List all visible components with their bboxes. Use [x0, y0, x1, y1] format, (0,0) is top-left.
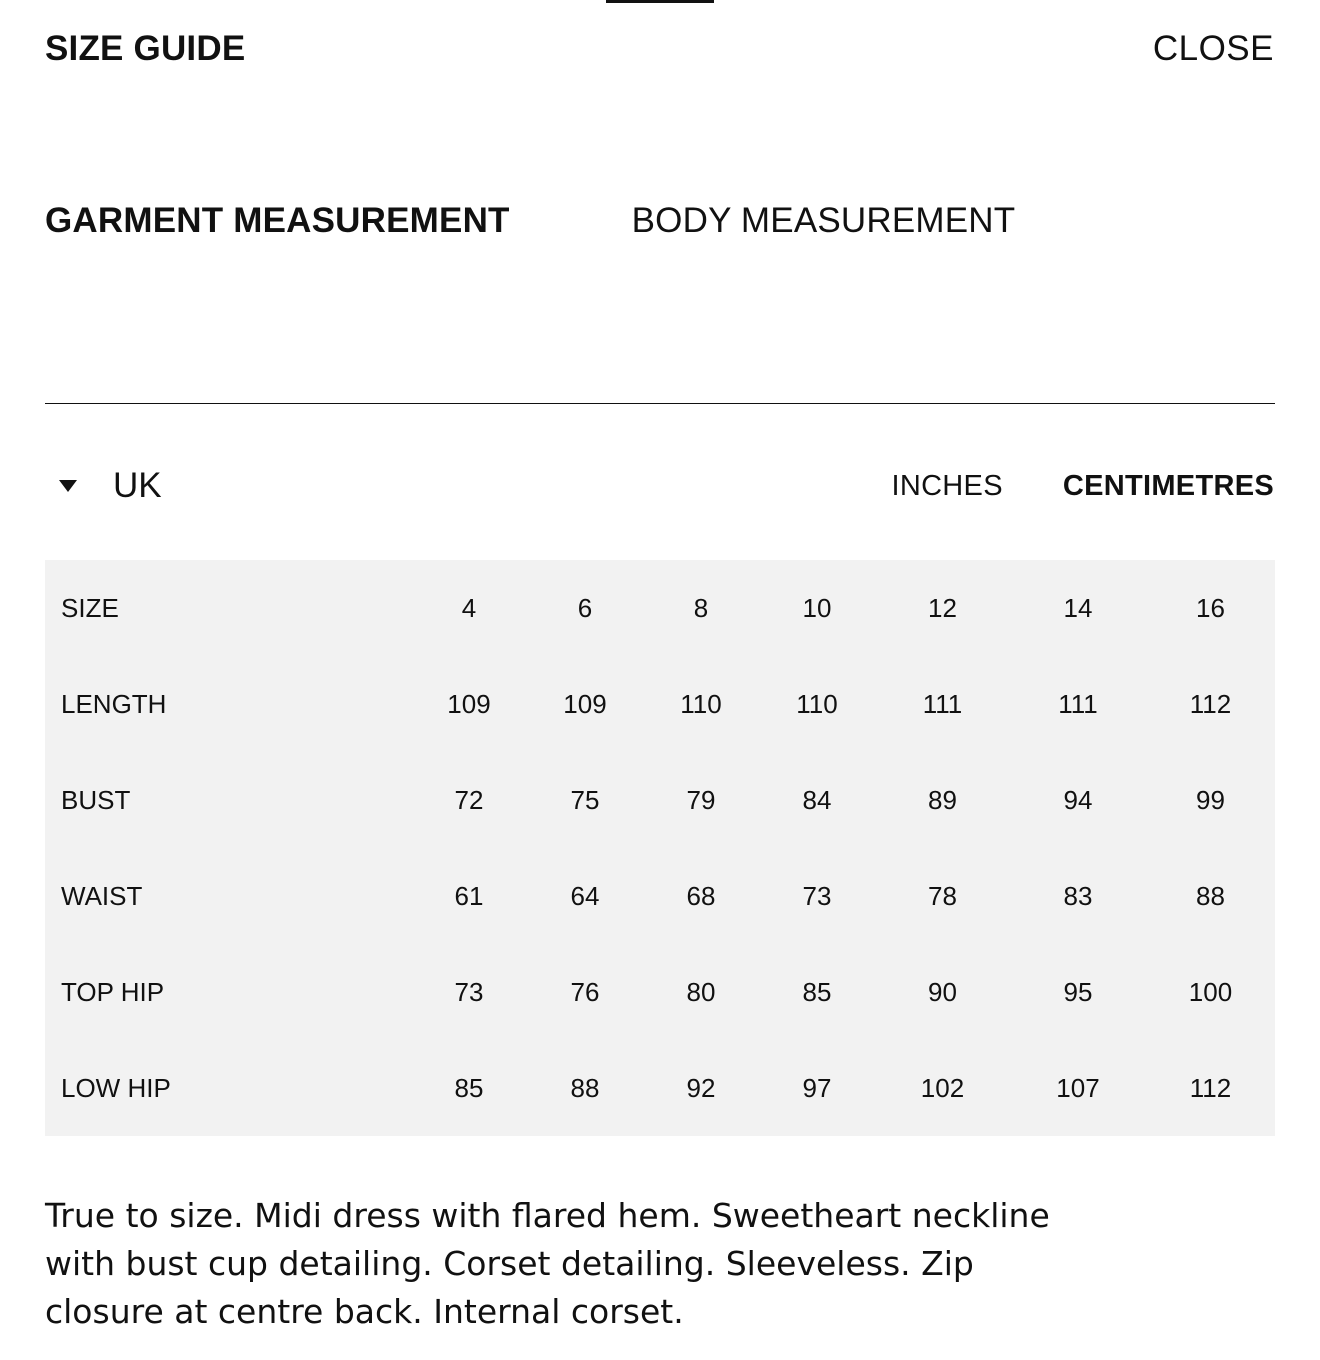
- table-cell: 95: [1063, 976, 1093, 1007]
- table-cell: 14: [1063, 592, 1093, 623]
- table-cell: 109: [447, 688, 491, 719]
- row-label: LENGTH: [61, 688, 167, 719]
- table-cell: 97: [802, 1072, 832, 1103]
- table-cell: 6: [577, 592, 593, 623]
- table-cell: 84: [802, 784, 832, 815]
- unit-centimetres-button[interactable]: CENTIMETRES: [1062, 469, 1274, 502]
- table-cell: 75: [570, 784, 600, 815]
- table-cell: 109: [563, 688, 607, 719]
- table-row: [45, 944, 1275, 1040]
- close-button[interactable]: CLOSE: [1152, 29, 1274, 68]
- table-cell: 90: [928, 976, 957, 1007]
- size-guide-header: [45, 26, 1274, 72]
- unit-toggle: [891, 470, 1274, 503]
- table-cell: 99: [1196, 784, 1225, 815]
- table-cell: 61: [454, 880, 484, 911]
- row-label: SIZE: [61, 592, 119, 623]
- row-label: BUST: [61, 784, 131, 815]
- table-row: [45, 848, 1275, 944]
- table-cell: 83: [1063, 880, 1093, 911]
- table-cell: 79: [686, 784, 716, 815]
- table-cell: 10: [802, 592, 832, 623]
- table-cell: 73: [802, 880, 832, 911]
- table-row: [45, 560, 1275, 656]
- table-row: [45, 656, 1275, 752]
- page-title: SIZE GUIDE: [45, 29, 246, 68]
- table-cell: 85: [802, 976, 832, 1007]
- drag-handle-indicator: [606, 0, 714, 3]
- table-cell: 16: [1196, 592, 1225, 623]
- table-cell: 4: [461, 592, 477, 623]
- table-cell: 111: [1058, 688, 1098, 719]
- row-label: WAIST: [61, 880, 143, 911]
- region-dropdown[interactable]: [45, 466, 162, 506]
- row-label: LOW HIP: [61, 1072, 171, 1103]
- region-label: UK: [113, 466, 162, 505]
- table-cell: 8: [693, 592, 709, 623]
- table-cell: 76: [570, 976, 600, 1007]
- table-cell: 12: [928, 592, 957, 623]
- product-description: True to size. Midi dress with flared hem. Sweetheart neckline with bust cup detailing. Corset detailing. Sleeveless. Zip closure at centre back. Internal corset.: [45, 1196, 1050, 1331]
- row-label: TOP HIP: [61, 976, 165, 1007]
- table-cell: 110: [680, 688, 722, 719]
- size-table-container: [45, 560, 1275, 1136]
- table-cell: 78: [928, 880, 957, 911]
- table-cell: 94: [1063, 784, 1093, 815]
- table-cell: 89: [928, 784, 957, 815]
- section-divider: [45, 403, 1275, 404]
- table-cell: 73: [454, 976, 484, 1007]
- caret-down-icon: [59, 480, 77, 492]
- table-row: [45, 752, 1275, 848]
- table-cell: 111: [922, 688, 963, 719]
- table-cell: 64: [570, 880, 600, 911]
- table-row: [45, 1040, 1275, 1136]
- tab-garment-measurement[interactable]: GARMENT MEASUREMENT: [45, 201, 510, 240]
- table-cell: 80: [686, 976, 716, 1007]
- table-cell: 110: [796, 688, 838, 719]
- table-cell: 88: [570, 1072, 600, 1103]
- measurement-tabs: [45, 198, 1015, 244]
- table-cell: 88: [1196, 880, 1225, 911]
- table-cell: 100: [1188, 976, 1233, 1007]
- table-cell: 68: [686, 880, 716, 911]
- table-cell: 85: [454, 1072, 484, 1103]
- table-cell: 102: [920, 1072, 965, 1103]
- table-cell: 112: [1189, 1072, 1232, 1103]
- table-cell: 107: [1056, 1072, 1100, 1103]
- tab-body-measurement[interactable]: BODY MEASUREMENT: [631, 201, 1016, 240]
- table-cell: 92: [686, 1072, 716, 1103]
- table-controls: [45, 464, 1274, 508]
- table-cell: 112: [1189, 688, 1232, 719]
- table-cell: 72: [454, 784, 484, 815]
- size-table: [45, 560, 1275, 1136]
- unit-inches-button[interactable]: INCHES: [891, 469, 1003, 502]
